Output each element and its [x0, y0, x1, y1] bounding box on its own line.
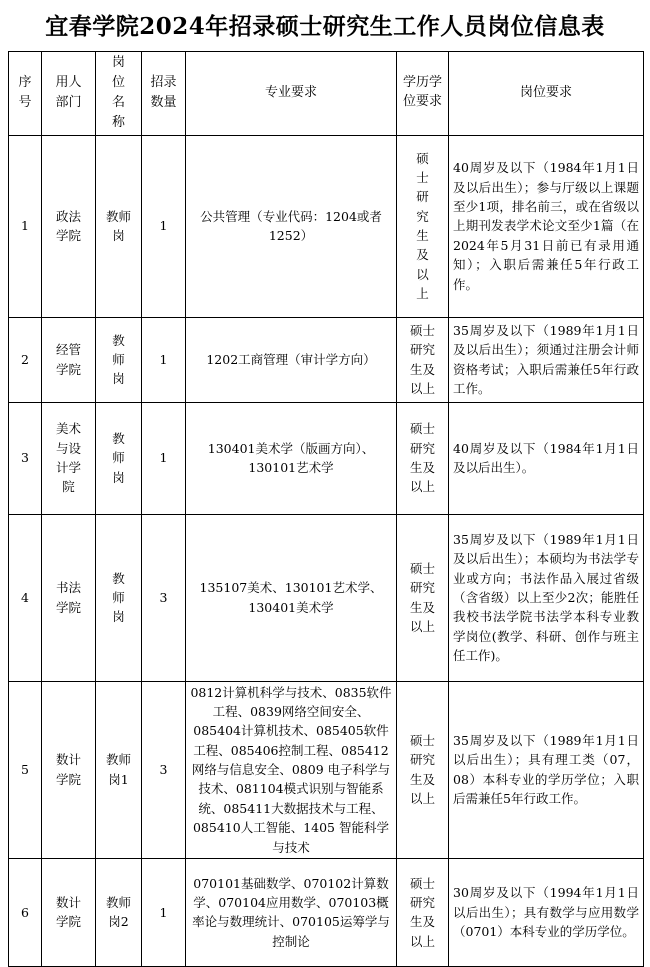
cell-info: 35周岁及以下（1989年1月1日及以后出生）；本硕均为书法学专业或方向；书法作品入展过省级（含省级）以上至少2次；能胜任我校书法学院书法学本科专业教学岗位(教学、科研、创作与班主任工作)。 [449, 514, 644, 681]
header-count: 招录数量 [142, 52, 186, 136]
header-post: 岗位名称 [96, 52, 142, 136]
cell-info: 35周岁及以下（1989年1月1日及以后出生）；须通过注册会计师资格考试；入职后需兼任5年行政工作。 [449, 317, 644, 402]
cell-post: 教师岗 [96, 317, 142, 402]
cell-edu: 硕士研究生及以上 [397, 514, 449, 681]
cell-no: 4 [9, 514, 42, 681]
cell-major: 1202工商管理（审计学方向） [186, 317, 397, 402]
cell-count: 3 [142, 681, 186, 858]
header-no: 序号 [9, 52, 42, 136]
cell-edu: 硕士研究生及以上 [397, 402, 449, 514]
cell-major: 130401美术学（版画方向）、130101艺术学 [186, 402, 397, 514]
cell-major: 公共管理（专业代码：1204或者1252） [186, 135, 397, 317]
cell-info: 30周岁及以下（1994年1月1日以后出生）；具有数学与应用数学（0701）本科专业的学历学位。 [449, 858, 644, 966]
cell-count: 1 [142, 402, 186, 514]
table-row [9, 514, 644, 681]
cell-no: 1 [9, 135, 42, 317]
cell-dept: 政法学院 [42, 135, 96, 317]
cell-no: 6 [9, 858, 42, 966]
header-edu: 学历学位要求 [397, 52, 449, 136]
cell-edu: 硕士研究生及以上 [397, 317, 449, 402]
table-row [9, 135, 644, 317]
cell-major: 0812计算机科学与技术、0835软件工程、0839网络空间安全、085404计算机技术、085405软件工程、085406控制工程、085412网络与信息安全、0809 电子科学与技术、081104模式识别与智能系统、085411大数据技术与工程、085410人工智能、1405 智能科学与技术 [186, 681, 397, 858]
cell-edu: 硕士研究生及以上 [397, 135, 449, 317]
table-header-row [9, 52, 644, 136]
cell-post: 教师岗 [96, 402, 142, 514]
cell-dept: 数计学院 [42, 858, 96, 966]
cell-post: 教师岗 [96, 135, 142, 317]
cell-count: 3 [142, 514, 186, 681]
cell-post: 教师岗 [96, 514, 142, 681]
cell-post: 教师岗2 [96, 858, 142, 966]
cell-no: 3 [9, 402, 42, 514]
positions-table [8, 51, 644, 967]
cell-no: 2 [9, 317, 42, 402]
cell-dept: 经管学院 [42, 317, 96, 402]
header-dept: 用人部门 [42, 52, 96, 136]
cell-count: 1 [142, 135, 186, 317]
cell-dept: 书法学院 [42, 514, 96, 681]
cell-post: 教师岗1 [96, 681, 142, 858]
table-row [9, 317, 644, 402]
cell-dept: 数计学院 [42, 681, 96, 858]
cell-info: 40周岁及以下（1984年1月1日及以后出生）；参与厅级以上课题至少1项，排名前三，或在省级以上期刊发表学术论文至少1篇（在2024年5月31日前已有录用通知）；入职后需兼任5年行政工作。 [449, 135, 644, 317]
cell-edu: 硕士研究生及以上 [397, 681, 449, 858]
cell-major: 070101基础数学、070102计算数学、070104应用数学、070103概率论与数理统计、070105运筹学与控制论 [186, 858, 397, 966]
cell-count: 1 [142, 317, 186, 402]
cell-no: 5 [9, 681, 42, 858]
cell-info: 40周岁及以下（1984年1月1日及以后出生）。 [449, 402, 644, 514]
table-row [9, 858, 644, 966]
header-info: 岗位要求 [449, 52, 644, 136]
cell-info: 35周岁及以下（1989年1月1日以后出生）；具有理工类（07，08）本科专业的学历学位；入职后需兼任5年行政工作。 [449, 681, 644, 858]
header-major: 专业要求 [186, 52, 397, 136]
table-row [9, 681, 644, 858]
cell-edu: 硕士研究生及以上 [397, 858, 449, 966]
cell-dept: 美术与设计学院 [42, 402, 96, 514]
page-title: 宜春学院2024年招录硕士研究生工作人员岗位信息表 [45, 13, 605, 40]
cell-count: 1 [142, 858, 186, 966]
table-row [9, 402, 644, 514]
cell-major: 135107美术、130101艺术学、130401美术学 [186, 514, 397, 681]
